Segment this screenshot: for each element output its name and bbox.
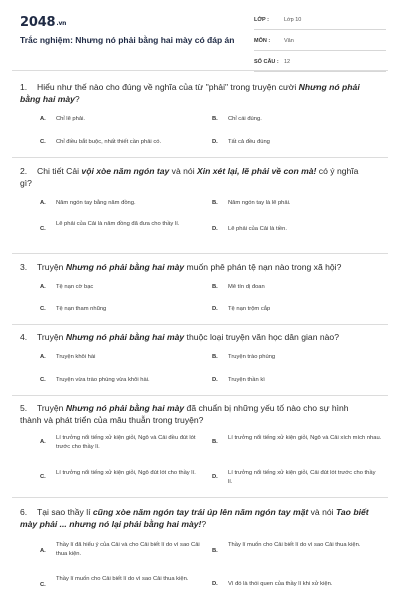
question-text <box>20 166 370 189</box>
page-header <box>0 0 400 74</box>
question-text-emphasis: Nhưng nó phải bằng hai mày <box>65 262 185 272</box>
option-letter: B. <box>212 548 218 554</box>
page-title: Trắc nghiệm: Nhưng nó phải bằng hai mày có đáp án <box>20 35 235 45</box>
option-letter: D. <box>212 581 218 587</box>
question-text <box>20 507 380 530</box>
option-letter: B. <box>212 200 218 206</box>
option-text: Tất cả đều đúng <box>228 139 270 145</box>
logo-main-text: 2048 <box>20 15 56 30</box>
option-letter: A. <box>40 200 46 206</box>
question-text-part: thuộc loại truyện văn học dân gian nào? <box>184 332 339 342</box>
question-text-part: và nói <box>308 507 336 517</box>
option-text: Lí trưởng nổi tiếng xử kiện giỏi, Cải đút lót trước cho thầy lí. <box>228 470 376 485</box>
option-letter: C. <box>40 306 46 312</box>
question-text-part: đã chuẩn bị những yếu tố nào cho sự hình thành và phát triển của mâu thuẫn trong truyện? <box>20 403 349 425</box>
question-number: 6. <box>20 507 28 517</box>
option-letter: A. <box>40 284 46 290</box>
option-letter: B. <box>212 439 218 445</box>
option-letter: D. <box>212 377 218 383</box>
option-letter: C. <box>40 474 46 480</box>
option-letter: A. <box>40 439 46 445</box>
option-letter: D. <box>212 474 218 480</box>
question-text <box>20 82 370 105</box>
meta-row-subject <box>254 34 386 51</box>
option-text: Thầy lí muốn cho Cải biết lí do vì sao Cải thua kiện. <box>56 576 189 582</box>
question-text-part: và nói <box>169 166 198 176</box>
option-text: Năm ngón tay bằng năm đồng. <box>56 200 136 206</box>
divider <box>12 70 388 71</box>
meta-value: Văn <box>284 38 294 44</box>
meta-row-grade <box>254 13 386 30</box>
divider <box>12 395 388 396</box>
question-text-part: có ý nghĩa gì? <box>20 166 359 188</box>
divider <box>12 324 388 325</box>
question-text-part: Hiểu như thế nào cho đúng về nghĩa của từ "phải" trong truyện cười <box>37 82 299 92</box>
question-text-emphasis: Tao biết mày phải ... nhưng nó lại phải bằng hai mày! <box>20 507 369 529</box>
option-letter: A. <box>40 354 46 360</box>
question-number: 1. <box>20 82 28 92</box>
question-number: 2. <box>20 166 28 176</box>
question-number: 5. <box>20 403 28 413</box>
option-text: Truyện thần kì <box>228 377 265 383</box>
option-letter: C. <box>40 139 46 145</box>
option-text: Lẽ phải của Cải là tiền. <box>228 226 287 232</box>
option-text: Chỉ điều bắt buộc, nhất thiết cần phải có. <box>56 139 162 145</box>
option-letter: D. <box>212 226 218 232</box>
logo-sub-text: .vn <box>56 20 67 27</box>
question-text-part: ? <box>201 518 207 529</box>
question-text-emphasis: vội xòe năm ngón tay <box>81 166 170 176</box>
option-text: Lí trưởng nổi tiếng xử kiện giỏi, Ngô và Cải đều đút lót trước cho thầy lí. <box>56 435 196 450</box>
option-text: Lí trưởng nổi tiếng xử kiện giỏi, Ngô và Cải xích mích nhau. <box>228 435 382 441</box>
meta-info-panel <box>254 13 386 76</box>
option-text: Tệ nạn trộm cắp <box>228 306 271 312</box>
option-text: Vì đó là thói quen của thầy lí khi xử kiện. <box>228 581 333 587</box>
question-text-part: Truyện <box>37 262 66 272</box>
option-letter: A. <box>40 548 46 554</box>
question-text <box>20 332 370 344</box>
meta-value: 12 <box>284 59 291 65</box>
option-letter: C. <box>40 226 46 232</box>
option-text: Năm ngón tay là lẽ phải. <box>228 200 291 206</box>
option-text: Tệ nạn cờ bạc <box>56 284 94 290</box>
option-text: Lí trưởng nổi tiếng xử kiện giỏi, Ngô đút lót cho thầy lí. <box>56 470 196 476</box>
divider <box>12 497 388 498</box>
question-text-part: Truyện <box>37 403 66 413</box>
option-text: Mê tín dị đoan <box>228 284 265 290</box>
option-text: Truyện vừa trào phúng vừa khôi hài. <box>56 377 150 383</box>
option-text: Thầy lí đã hiểu ý của Cải và cho Cải biết lí do vì sao Cải thua kiện. <box>56 542 200 557</box>
option-text: Chỉ cái đúng. <box>228 116 262 122</box>
question-text-emphasis: Nhưng nó phải bằng hai mày <box>20 82 360 104</box>
option-letter: B. <box>212 116 218 122</box>
divider <box>12 253 388 254</box>
meta-label: SỐ CÂU : <box>254 59 279 65</box>
meta-label: MÔN : <box>254 38 271 44</box>
option-text: Truyện trào phúng <box>228 354 276 360</box>
option-text: Tệ nạn tham nhũng <box>56 306 107 312</box>
question-text-part: Chi tiết Cải <box>37 166 82 176</box>
option-letter: D. <box>212 139 218 145</box>
question-text <box>20 262 370 274</box>
option-text: Chỉ lẽ phải. <box>56 116 86 122</box>
question-number: 3. <box>20 262 28 272</box>
question-text-emphasis: Nhưng nó phải bằng hai mày <box>65 403 185 413</box>
meta-value: Lớp 10 <box>284 17 302 23</box>
option-letter: B. <box>212 284 218 290</box>
option-letter: C. <box>40 377 46 383</box>
option-letter: D. <box>212 306 218 312</box>
question-text-part: muốn phê phán tệ nạn nào trong xã hội? <box>184 262 342 272</box>
option-text: Lẽ phải của Cải là năm đồng đã đưa cho thầy lí. <box>56 221 180 227</box>
meta-label: LỚP : <box>254 17 269 23</box>
question-text-emphasis: Nhưng nó phải bằng hai mày <box>65 332 185 342</box>
site-logo[interactable] <box>20 15 66 30</box>
question-text-emphasis: Xin xét lại, lẽ phải về con mà! <box>197 166 317 176</box>
question-number: 4. <box>20 332 28 342</box>
option-letter: A. <box>40 116 46 122</box>
question-text-part: Tại sao thầy lí <box>37 507 93 517</box>
option-text: Truyện khôi hài <box>56 354 96 360</box>
option-letter: B. <box>212 354 218 360</box>
question-text-part: ? <box>74 93 80 104</box>
question-text <box>20 403 370 426</box>
divider <box>12 157 388 158</box>
option-letter: C. <box>40 582 46 588</box>
option-text: Thầy lí muốn cho Cải biết lí do vì sao Cải thua kiện. <box>228 542 361 548</box>
question-text-emphasis: cũng xòe năm ngón tay trái úp lên năm ngón tay mặt <box>92 507 309 517</box>
question-text-part: Truyện <box>37 332 66 342</box>
